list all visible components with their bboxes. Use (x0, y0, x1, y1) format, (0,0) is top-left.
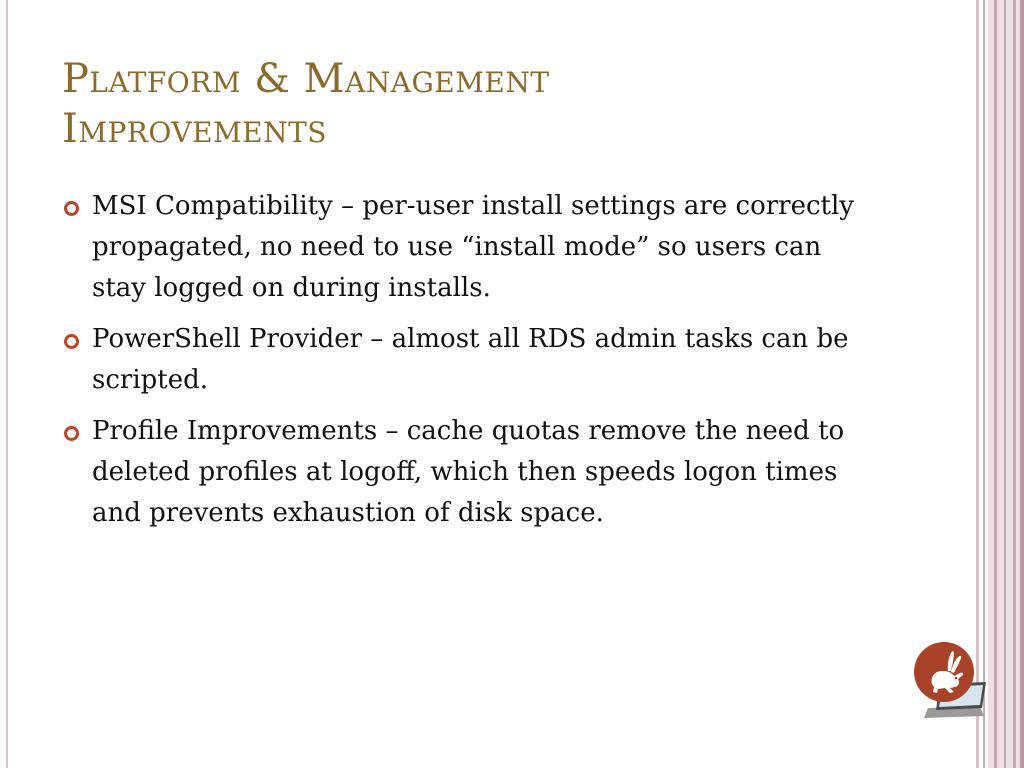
bullet-item (62, 319, 882, 401)
bullet-text: Profile Improvements – cache quotas remove the need to deleted profiles at logoff, which then speeds logon times and prevents exhaustion of disk space. (92, 416, 845, 528)
bullet-text: PowerShell Provider – almost all RDS admin tasks can be scripted. (92, 324, 849, 395)
bullet-text: MSI Compatibility – per-user install settings are correctly propagated, no need to use “install mode” so users can stay logged on during installs. (92, 191, 854, 303)
slide-title-line-1: Platform & Management (62, 56, 550, 102)
decorative-stripe (1013, 0, 1016, 768)
bullet-item (62, 411, 882, 534)
bullet-item (62, 186, 882, 309)
decorative-stripe (994, 0, 997, 768)
decorative-stripe (1004, 0, 1006, 768)
rabbit-laptop-icon (910, 640, 990, 720)
decorative-stripe (1020, 0, 1024, 768)
slide-title-line-2: Improvements (62, 106, 327, 152)
slide-title (62, 54, 942, 154)
bullet-list (62, 186, 882, 544)
bullet-circle-icon (64, 201, 79, 216)
left-border-line (6, 0, 8, 768)
bullet-circle-icon (64, 426, 79, 441)
bullet-circle-icon (64, 334, 79, 349)
